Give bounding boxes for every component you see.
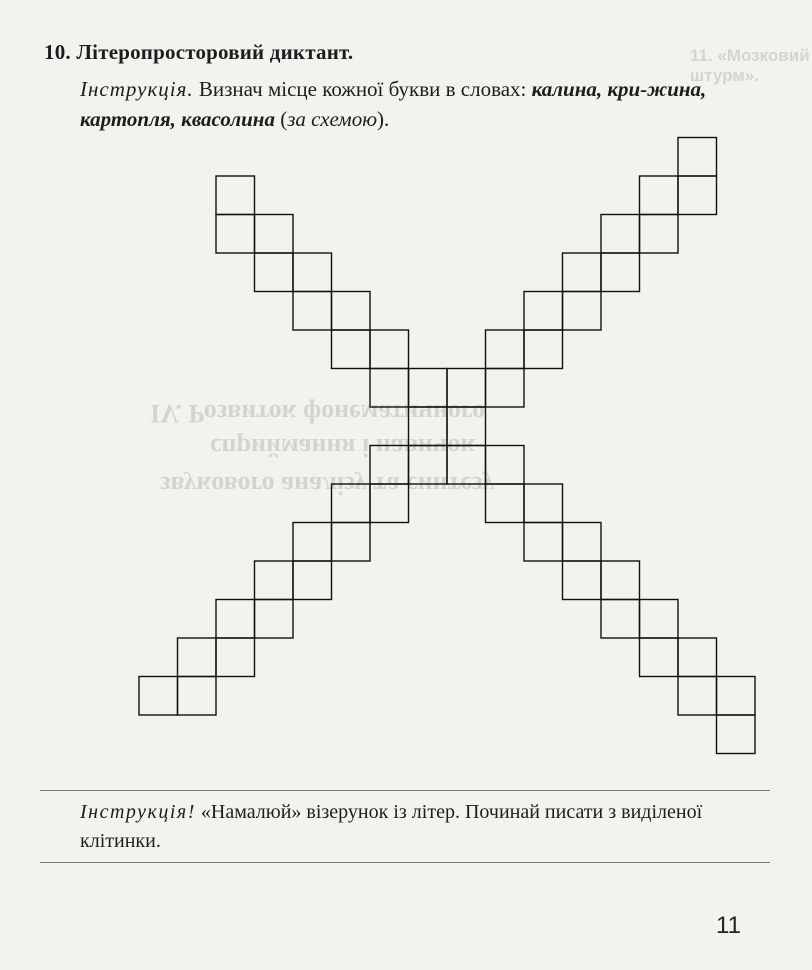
grid-cell bbox=[447, 446, 486, 485]
grid-cell bbox=[216, 638, 255, 677]
instruction-text: Визнач місце кожної букви в словах: bbox=[193, 77, 532, 101]
grid-cell bbox=[524, 292, 563, 331]
grid-cell bbox=[409, 407, 448, 446]
divider-bottom bbox=[40, 862, 770, 863]
bleed-through-heading-3: сприймання і навичок bbox=[210, 433, 476, 462]
grid-cell bbox=[447, 407, 486, 446]
grid-cell bbox=[255, 600, 294, 639]
grid-cell bbox=[332, 523, 371, 562]
grid-cell bbox=[524, 484, 563, 523]
grid-cell bbox=[486, 484, 525, 523]
bleed-through-heading-4: звукового аналізу та синтезу bbox=[160, 471, 495, 500]
bleed-through-heading-2: IV. Розвиток фонематичного bbox=[150, 399, 486, 428]
grid-cell bbox=[601, 253, 640, 292]
instruction-paren-close: ). bbox=[377, 107, 390, 131]
grid-cell bbox=[139, 677, 178, 716]
grid-cell bbox=[524, 523, 563, 562]
grid-cell bbox=[255, 561, 294, 600]
bottom-instruction-text: «Намалюй» візерунок із літер. Починай писати з виділеної клітинки. bbox=[80, 801, 703, 852]
grid-cell bbox=[370, 330, 409, 369]
grid-cell bbox=[178, 638, 217, 677]
grid-cell bbox=[640, 176, 679, 215]
instruction-note: за схемою bbox=[287, 107, 378, 131]
grid-cell bbox=[409, 446, 448, 485]
bottom-instruction-label: Інструкція! bbox=[80, 801, 196, 823]
grid-cell bbox=[678, 138, 717, 177]
grid-cell bbox=[563, 253, 602, 292]
grid-cell bbox=[293, 523, 332, 562]
grid-cell bbox=[563, 523, 602, 562]
instruction-paren-open: ( bbox=[274, 107, 288, 131]
grid-cell bbox=[332, 292, 371, 331]
task-number: 10. bbox=[44, 40, 71, 64]
grid-cell bbox=[640, 600, 679, 639]
page-number: 11 bbox=[716, 912, 741, 939]
grid-cell bbox=[293, 292, 332, 331]
grid-cell bbox=[255, 215, 294, 254]
grid-cell bbox=[601, 215, 640, 254]
grid-cell bbox=[447, 369, 486, 408]
task-title-text: Літеропросторовий диктант. bbox=[76, 40, 354, 64]
grid-cell bbox=[563, 292, 602, 331]
grid-cell bbox=[178, 677, 217, 716]
grid-cell bbox=[524, 330, 563, 369]
grid-cell bbox=[678, 638, 717, 677]
bleed-through-heading-1: 11. «Мозковий штурм». bbox=[690, 46, 810, 85]
grid-cell bbox=[293, 253, 332, 292]
grid-cell bbox=[370, 446, 409, 485]
instruction-words: калина, кри-жина, картопля, квасолина bbox=[80, 77, 707, 131]
grid-cell bbox=[486, 369, 525, 408]
grid-cell bbox=[640, 215, 679, 254]
grid-cell bbox=[717, 715, 756, 754]
divider-top bbox=[40, 790, 770, 791]
bottom-instruction bbox=[80, 798, 760, 856]
grid-cell bbox=[678, 677, 717, 716]
grid-cell bbox=[332, 330, 371, 369]
grid-cell bbox=[370, 484, 409, 523]
grid-cell bbox=[717, 677, 756, 716]
grid-cell bbox=[216, 176, 255, 215]
grid-cell bbox=[486, 330, 525, 369]
grid-cell bbox=[409, 369, 448, 408]
grid-cell bbox=[601, 600, 640, 639]
grid-cell bbox=[216, 215, 255, 254]
grid-cell bbox=[601, 561, 640, 600]
grid-cell bbox=[293, 561, 332, 600]
grid-cell bbox=[255, 253, 294, 292]
grid-cell bbox=[678, 176, 717, 215]
grid-cell bbox=[563, 561, 602, 600]
grid-cell bbox=[486, 446, 525, 485]
grid-cell bbox=[640, 638, 679, 677]
grid-cell bbox=[370, 369, 409, 408]
grid-cell bbox=[216, 600, 255, 639]
instruction-label: Інструкція. bbox=[80, 77, 194, 101]
grid-cell bbox=[332, 484, 371, 523]
